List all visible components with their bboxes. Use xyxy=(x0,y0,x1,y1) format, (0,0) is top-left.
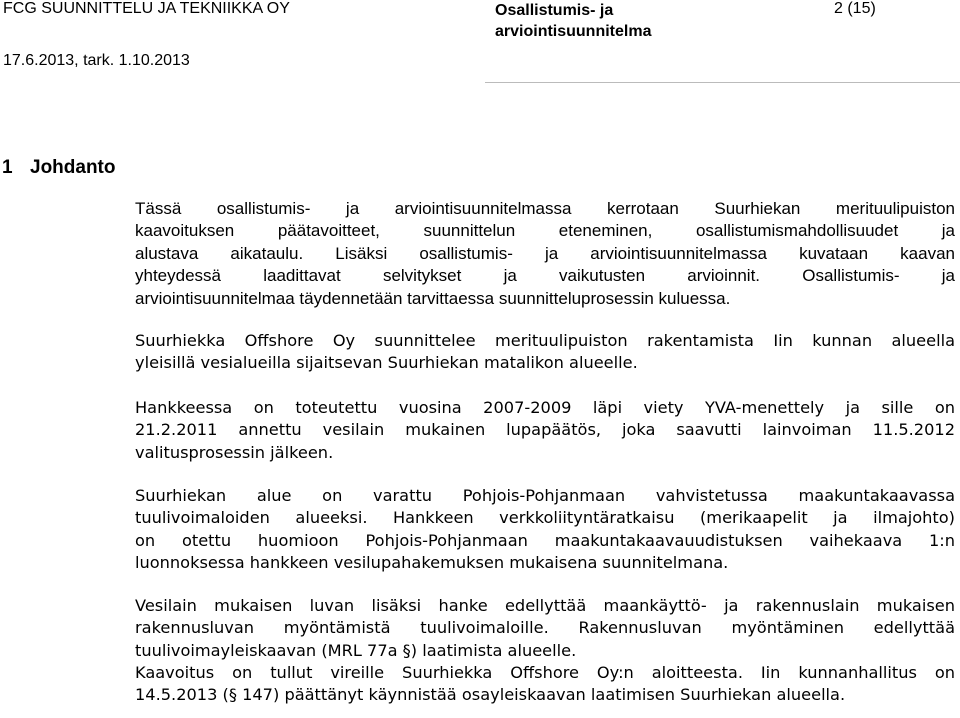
section-title: Johdanto xyxy=(30,157,116,178)
page-number: 2 (15) xyxy=(834,0,876,17)
paragraph-line: alustava aikataulu. Lisäksi osallistumis- ja arviointisuunnitelmassa kuvataan kaavan xyxy=(135,243,955,263)
paragraph-line: Vesilain mukaisen luvan lisäksi hanke edellyttää maankäyttö- ja rakennuslain mukaisen xyxy=(135,596,955,615)
paragraph-line: tuulivoimaloiden alueeksi. Hankkeen verkkoliityntäratkaisu (merikaapelit ja ilmajohto) xyxy=(135,508,955,528)
page-header xyxy=(0,0,960,80)
paragraph xyxy=(135,330,955,375)
paragraph-line: valitusprosessin jälkeen. xyxy=(135,442,334,462)
section-heading xyxy=(2,157,116,179)
paragraph-line: Suurhiekka Offshore Oy suunnittelee merituulipuiston rakentamista Iin kunnan alueella xyxy=(135,331,955,350)
paragraph xyxy=(135,485,955,575)
paragraph xyxy=(135,397,955,464)
paragraph-line: Suurhiekan alue on varattu Pohjois-Pohjanmaan vahvistetussa maakuntakaavassa xyxy=(135,486,955,505)
document-title-line-1: Osallistumis- ja xyxy=(495,2,614,19)
paragraph-line: kaavoituksen päätavoitteet, suunnittelun eteneminen, osallistumismahdollisuudet ja xyxy=(135,221,955,241)
paragraph xyxy=(135,198,955,310)
paragraph-line: rakennusluvan myöntämistä tuulivoimaloille. Rakennusluvan myöntäminen edellyttää xyxy=(135,618,955,638)
paragraph-line: yleisillä vesialueilla sijaitsevan Suurhiekan matalikon alueelle. xyxy=(135,353,638,373)
paragraph-line: Hankkeessa on toteutettu vuosina 2007-2009 läpi viety YVA-menettely ja sille on xyxy=(135,398,955,417)
paragraph xyxy=(135,595,955,662)
paragraph-line: Kaavoitus on tullut vireille Suurhiekka Offshore Oy:n aloitteesta. Iin kunnanhallitus on xyxy=(135,663,955,682)
document-date: 17.6.2013, tark. 1.10.2013 xyxy=(3,52,190,69)
document-title-line-2: arviointisuunnitelma xyxy=(495,23,652,40)
paragraph-line: arviointisuunnitelmaa täydennetään tarvittaessa suunnitteluprosessin kuluessa. xyxy=(135,288,731,308)
header-divider xyxy=(485,82,960,83)
paragraph-line: Tässä osallistumis- ja arviointisuunnitelmassa kerrotaan Suurhiekan merituulipuiston xyxy=(135,199,955,218)
organization-name: FCG SUUNNITTELU JA TEKNIIKKA OY xyxy=(3,0,290,17)
document-title xyxy=(495,0,755,42)
paragraph-line: 21.2.2011 annettu vesilain mukainen lupapäätös, joka saavutti lainvoiman 11.5.2012 xyxy=(135,420,955,440)
paragraph-line: luonnoksessa hankkeen vesilupahakemuksen mukaisena suunnitelmana. xyxy=(135,553,729,573)
paragraph-line: tuulivoimayleiskaavan (MRL 77a §) laatimista alueelle. xyxy=(135,640,577,660)
paragraph-line: 14.5.2013 (§ 147) päättänyt käynnistää osayleiskaavan laatimisen Suurhiekan alueella. xyxy=(135,685,846,705)
paragraph-line: yhteydessä laadittavat selvitykset ja vaikutusten arvioinnit. Osallistumis- ja xyxy=(135,266,955,286)
paragraph xyxy=(135,662,955,707)
paragraph-line: on otettu huomioon Pohjois-Pohjanmaan maakuntakaavauudistuksen vaihekaava 1:n xyxy=(135,530,955,550)
section-number: 1 xyxy=(2,157,13,178)
